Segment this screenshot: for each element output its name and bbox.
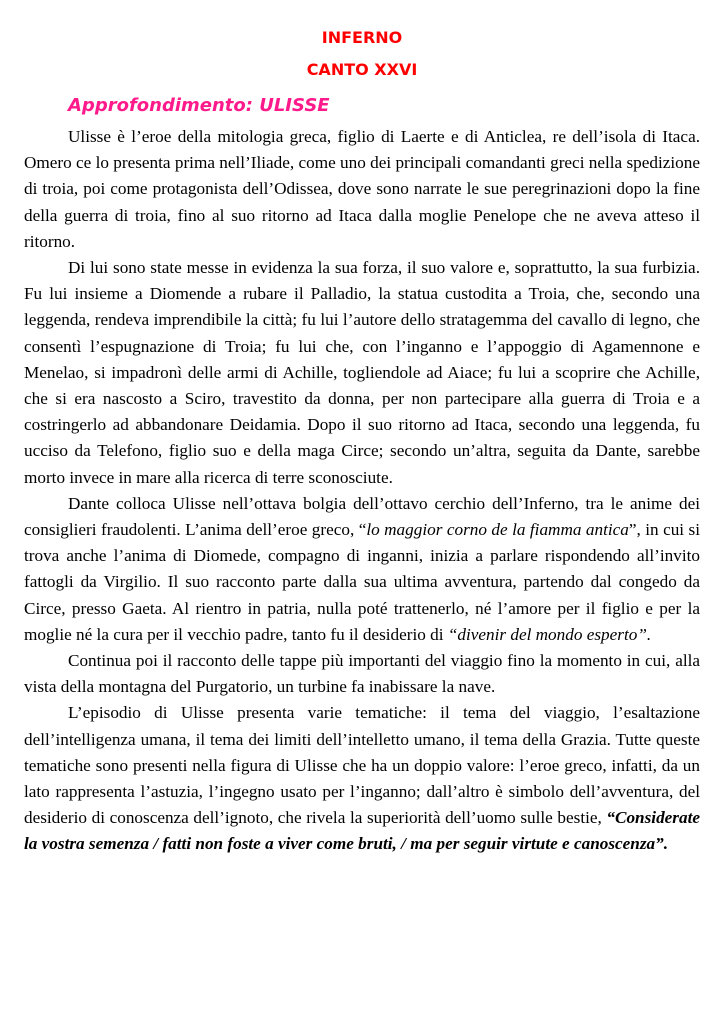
paragraph-5-text: L’episodio di Ulisse presenta varie tematiche: il tema del viaggio, l’esaltazione dell’intelligenza umana, il tema dei limiti dell’intelletto umano, il tema della Grazia. Tutte queste tematiche sono presenti nella figura di Ulisse che ha un doppio valore: l’eroe greco, infatti, da un lato rappresenta l’astuzia, l’ingegno usato per l’inganno; dall’altro è simbolo dell’avventura, del desiderio di conoscenza dell’ignoto, che rivela la superiorità dell’uomo sulle bestie, xyxy=(24,703,700,828)
section-subtitle: Approfondimento: ULISSE xyxy=(68,95,330,116)
paragraph-4: Continua poi il racconto delle tappe più importanti del viaggio fino la momento in cui, alla vista della montagna del Purgatorio, un turbine fa inabissare la nave. xyxy=(24,651,700,697)
paragraph-3-text-b: ”, in cui si trova anche l’anima di Diomede, compagno di inganni, inizia a parlare rispondendo all’invito fattogli da Virgilio. Il suo racconto parte dalla sua ultima avventura, partendo dal congedo da Circe, presso Gaeta. Al rientro in patria, nulla poté trattenerlo, né l’amore per il figlio e per la moglie né la cura per il vecchio padre, tanto fu il desiderio di xyxy=(24,520,700,644)
paragraph-5 xyxy=(24,700,700,857)
canto-title: CANTO XXVI xyxy=(306,60,418,79)
document-page xyxy=(24,22,700,858)
quote-fiamma-antica: lo maggior corno de la fiamma antica xyxy=(366,520,629,540)
document-title: INFERNO xyxy=(321,28,403,47)
paragraph-3 xyxy=(24,491,700,648)
quote-mondo-esperto: “divenir del mondo esperto”. xyxy=(447,624,652,644)
paragraph-3-text-a: Dante colloca Ulisse nell’ottava bolgia dell’ottavo cerchio dell’Inferno, tra le anime dei consiglieri fraudolenti. L’anima dell’eroe greco, “ xyxy=(24,493,700,540)
paragraph-2: Di lui sono state messe in evidenza la sua forza, il suo valore e, soprattutto, la sua furbizia. Fu lui insieme a Diomende a rubare il Palladio, la statua custodita a Troia, che, secondo una leggenda, rendeva imprendibile la città; fu lui l’autore dello stratagemma del cavallo di legno, che consentì l’espugnazione di Troia; fu lui che, con l’inganno e l’appoggio di Agamennone e Menelao, si impadronì delle armi di Achille, togliendole ad Aiace; fu lui a scoprire che Achille, che si era nascosto a Sciro, travestito da donna, per non partecipare alla guerra di Troia e a costringerlo ad abbandonare Deidamia. Dopo il suo ritorno ad Itaca, secondo una leggenda, fu ucciso da Telefono, figlio suo e della maga Circe; secondo un’altra, seguita da Dante, sarebbe morto invece in mare alla ricerca di terre sconosciute. xyxy=(24,258,700,487)
quote-considerate: “Considerate la vostra semenza / fatti non foste a viver come bruti, / ma per seguir virtute e canoscenza”. xyxy=(24,808,700,854)
paragraph-1: Ulisse è l’eroe della mitologia greca, figlio di Laerte e di Anticlea, re dell’isola di Itaca. Omero ce lo presenta prima nell’Iliade, come uno dei principali comandanti greci nella spedizione di troia, poi come protagonista dell’Odissea, dove sono narrate le sue peregrinazioni dopo la fine della guerra di troia, fino al suo ritorno ad Itaca dalla moglie Penelope che ne aveva atteso il ritorno. xyxy=(24,127,700,251)
